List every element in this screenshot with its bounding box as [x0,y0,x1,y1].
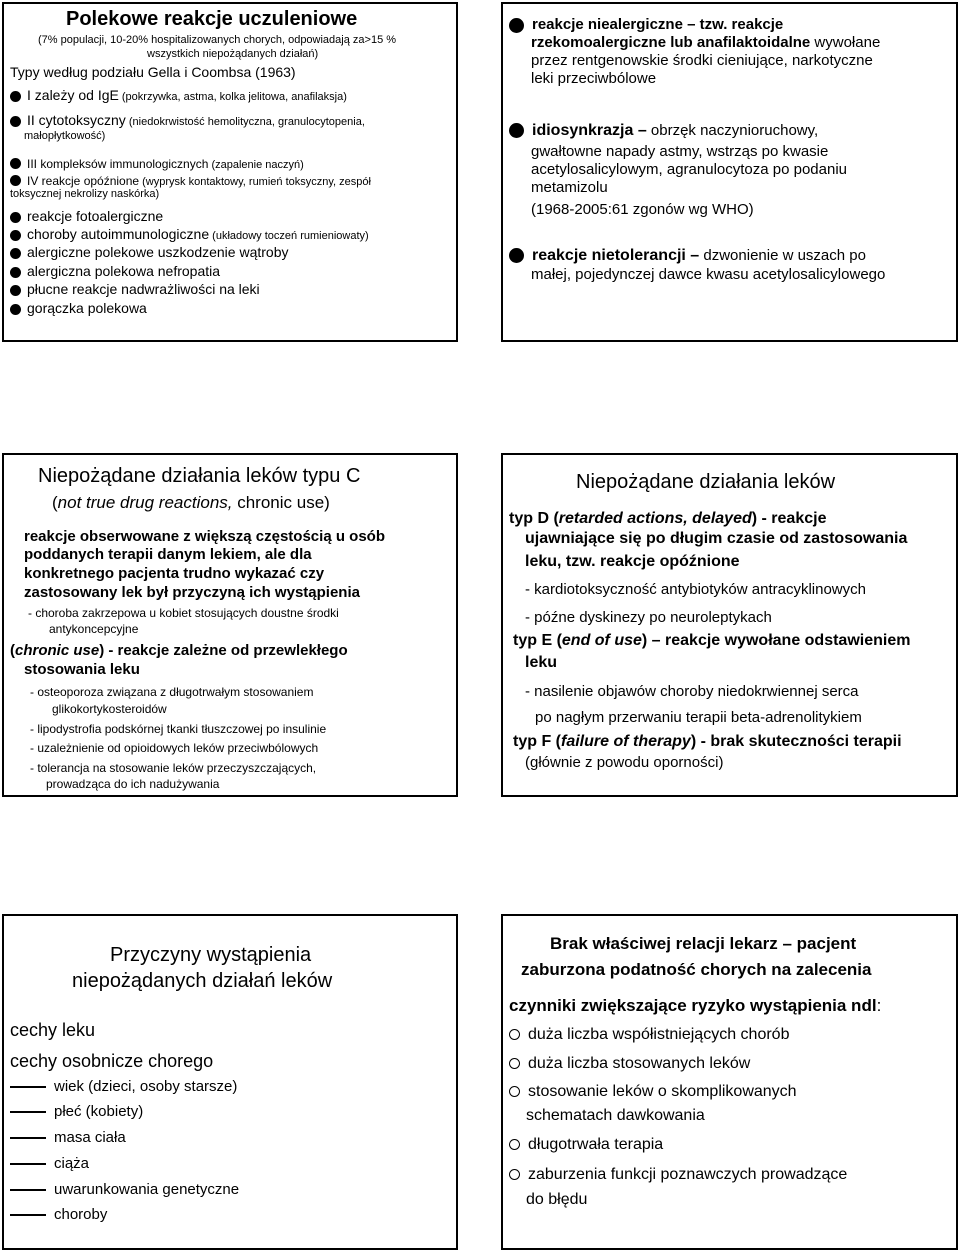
bullet-dot-icon [10,304,21,315]
type-d-line2: ujawniające się po długim czasie od zastosowania [525,530,908,547]
slide-risk-factors [501,914,958,1250]
type1-label: I zależy od IgE [27,87,119,103]
slide4-title: Niepożądane działania leków [576,471,836,493]
nonallergic-row: reakcje niealergiczne – tzw. reakcje [509,16,783,33]
bullet-dot-icon [10,230,21,241]
slide1-subtitle-line1: (7% populacji, 10-20% hospitalizowanych chorych, odpowiadają za>15 % [38,34,397,46]
risk-item: długotrwała terapia [509,1136,663,1154]
type2-row [10,112,365,128]
slide1-subtitle-line2: wszystkich niepożądanych działań) [147,48,319,60]
type-f-line2: (głównie z powodu oporności) [525,754,724,771]
type-d-line1: typ D (retarded actions, delayed) - reakcje [509,510,827,527]
chronic-use-line2: stosowania leku [24,661,140,678]
typec-note-line1: - choroba zakrzepowa u kobiet stosujących doustne środki [28,606,339,620]
patient-feature-item: masa ciała [10,1129,126,1146]
bullet-dot-icon [509,248,524,263]
idiosyncrasy-line3: acetylosalicylowym, agranulocytoza po podaniu [531,161,848,178]
idiosyncrasy-line5: (1968-2005:61 zgonów wg WHO) [531,201,754,218]
type-e-item: - nasilenie objawów choroby niedokrwiennej serca [525,683,859,700]
type-f-line1: typ F (failure of therapy) - brak skuteczności terapii [513,733,902,750]
type-d-line3: leku, tzw. reakcje opóźnione [525,553,740,570]
risk-item: zaburzenia funkcji poznawczych prowadzące [509,1166,847,1184]
bullet-dot-icon [10,267,21,278]
bullet-dot-icon [509,123,524,138]
risk-item: duża liczba stosowanych leków [509,1055,750,1073]
slide5-title-line1: Przyczyny wystąpienia [110,944,312,966]
chronic-item: - lipodystrofia podskórnej tkanki tłuszczowej po insulinie [30,722,327,736]
typec-desc-line1: reakcje obserwowane z większą częstością u osób [24,528,385,545]
risk-heading: czynniki zwiększające ryzyko wystąpienia ndl: [509,996,882,1015]
dash-icon [10,1137,46,1139]
slide-nonallergic-reactions [501,2,958,342]
idiosyncrasy-line2: gwałtowne napady astmy, wstrząs po kwasie [531,143,829,160]
type2-detail: (niedokrwistość hemolityczna, granulocytopenia, [125,116,365,128]
chronic-item: prowadząca do ich nadużywania [46,777,220,791]
typec-note-line2: antykoncepcyjne [49,622,139,636]
bullet-circle-icon [509,1086,520,1097]
patient-feature-item: wiek (dzieci, osoby starsze) [10,1078,237,1095]
slide3-title: Niepożądane działania leków typu C [38,465,361,487]
type1-row [10,87,347,103]
dash-icon [10,1189,46,1191]
nonallergic-line3: przez rentgenowskie środki cieniujące, narkotyczne [531,52,873,69]
idiosyncrasy-line4: metamizolu [531,179,608,196]
slide-types-def [501,453,958,797]
list-item: alergiczne polekowe uszkodzenie wątroby [10,244,288,260]
bullet-dot-icon [10,248,21,259]
bullet-dot-icon [10,116,21,127]
type1-detail: (pokrzywka, astma, kolka jelitowa, anafilaksja) [118,91,347,103]
bullet-dot-icon [10,212,21,223]
cause-drug-features: cechy leku [10,1020,96,1040]
bullet-dot-icon [10,175,21,186]
dash-icon [10,1214,46,1216]
dash-icon [10,1111,46,1113]
risk-item-cont: schematach dawkowania [526,1107,705,1124]
risk-item: stosowanie leków o skomplikowanych [509,1083,797,1101]
list-item: reakcje fotoalergiczne [10,208,163,224]
bullet-dot-icon [10,91,21,102]
bullet-circle-icon [509,1139,520,1150]
intolerance-row: reakcje nietolerancji – dzwonienie w uszach po [509,247,866,265]
type3-label: III kompleksów immunologicznych [27,157,209,171]
dash-icon [10,1086,46,1088]
chronic-item: - osteoporoza związana z długotrwałym stosowaniem [30,685,314,699]
type-d-item: - późne dyskinezy po neuroleptykach [525,609,772,626]
list-item: alergiczna polekowa nefropatia [10,263,220,279]
bullet-dot-icon [10,285,21,296]
slide1-heading: Typy według podziału Gella i Coombsa (1963) [10,64,296,80]
chronic-item: - tolerancja na stosowanie leków przeczyszczających, [30,761,317,775]
chronic-item: - uzależnienie od opioidowych leków przeciwbólowych [30,741,319,755]
type4-label: IV reakcje opóźnione [27,174,140,188]
typec-desc-line2: poddanych terapii danym lekiem, ale dla [24,546,312,563]
type3-row [10,155,304,173]
slide-causes [2,914,458,1250]
chronic-use-line1: (chronic use) - reakcje zależne od przewlekłego [10,642,348,659]
dash-icon [10,1163,46,1165]
slide5-title-line2: niepożądanych działań leków [72,970,333,992]
nonallergic-line4: leki przeciwbólowe [531,70,657,87]
slide1-title: Polekowe reakcje uczuleniowe [66,8,358,30]
slide3-subtitle: (not true drug reactions, chronic use) [52,493,330,512]
type2-detail-line2: małopłytkowość) [24,130,106,142]
bullet-circle-icon [509,1169,520,1180]
patient-feature-item: płeć (kobiety) [10,1103,143,1120]
slide6-title-line1: Brak właściwej relacji lekarz – pacjent [550,934,857,953]
type4-detail: (wyprysk kontaktowy, rumień toksyczny, zespół [139,176,371,188]
typec-desc-line4: zastosowany lek był przyczyną ich wystąpienia [24,584,360,601]
patient-feature-item: uwarunkowania genetyczne [10,1181,239,1198]
type-e-line2: leku [525,654,558,671]
slide-type-c [2,453,458,797]
patient-feature-item: ciąża [10,1155,89,1172]
bullet-circle-icon [509,1029,520,1040]
type2-label: II cytotoksyczny [27,112,126,128]
list-item: gorączka polekowa [10,300,147,316]
list-item: choroby autoimmunologiczne (układowy toczeń rumieniowaty) [10,226,369,242]
risk-item-cont: do błędu [526,1191,588,1208]
bullet-circle-icon [509,1058,520,1069]
slide6-title-line2: zaburzona podatność chorych na zalecenia [521,960,872,979]
type-d-item: - kardiotoksyczność antybiotyków antracyklinowych [525,581,866,598]
type3-detail: (zapalenie naczyń) [208,159,304,171]
risk-item: duża liczba współistniejących chorób [509,1026,789,1044]
chronic-item: glikokortykosteroidów [52,702,167,716]
list-item: płucne reakcje nadwrażliwości na leki [10,281,260,297]
typec-desc-line3: konkretnego pacjenta trudno wykazać czy [24,565,325,582]
patient-feature-item: choroby [10,1206,107,1223]
type-e-item: po nagłym przerwaniu terapii beta-adrenolitykiem [535,709,862,726]
slide-allergic-reactions [2,2,458,342]
type-e-line1: typ E (end of use) – reakcje wywołane odstawieniem [513,632,911,649]
bullet-dot-icon [10,158,21,169]
idiosyncrasy-row: idiosynkrazja – obrzęk naczynioruchowy, [509,122,818,140]
bullet-dot-icon [509,18,524,33]
cause-patient-features: cechy osobnicze chorego [10,1051,214,1071]
type4-detail-line2: toksycznej nekrolizy naskórka) [10,188,160,200]
nonallergic-line2: rzekomoalergiczne lub anafilaktoidalne wywołane [531,34,881,51]
intolerance-line2: małej, pojedynczej dawce kwasu acetylosalicylowego [531,266,886,283]
